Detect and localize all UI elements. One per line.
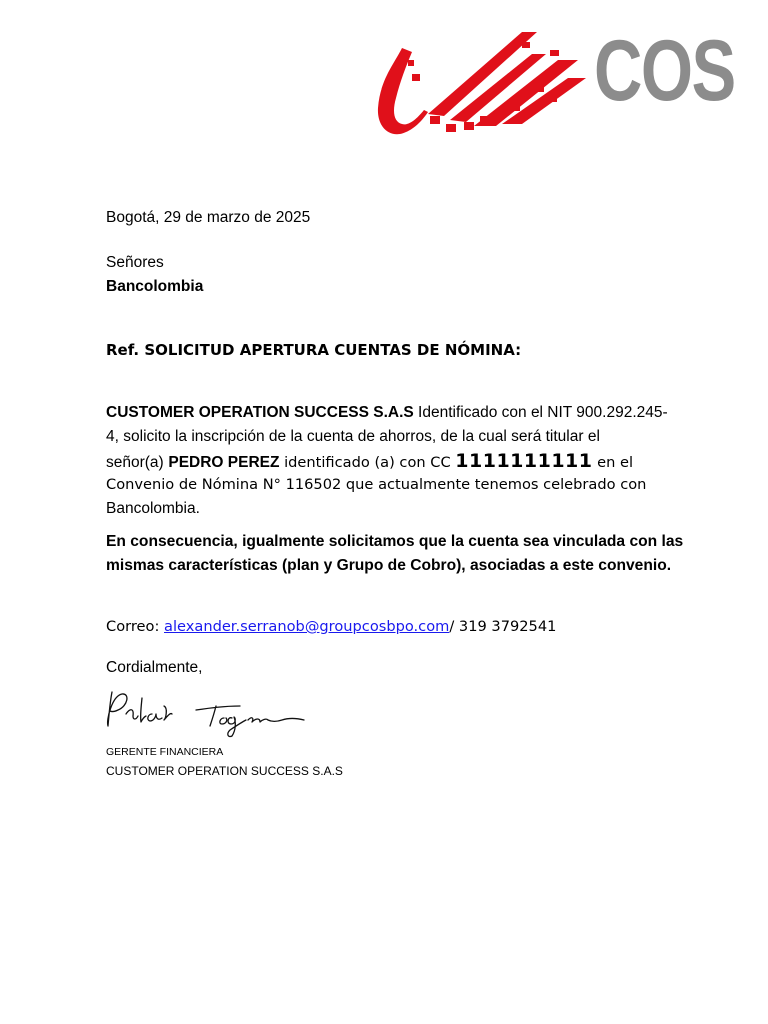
word: será — [511, 428, 542, 445]
word: de — [268, 428, 287, 445]
word: de — [440, 428, 458, 445]
word: cuenta — [306, 428, 354, 445]
contact-phone: / 319 3792541 — [449, 618, 557, 635]
word: cual — [478, 428, 507, 445]
word: ahorros, — [379, 428, 437, 445]
word: el — [620, 454, 634, 471]
word: identificado — [284, 454, 370, 471]
company-logo — [372, 20, 735, 145]
word: CC — [430, 454, 451, 471]
body-line-4 — [106, 473, 663, 497]
place-date: Bogotá, 29 de marzo de 2025 — [106, 209, 311, 226]
consequence-paragraph — [106, 530, 684, 578]
person-name: PEDRO PEREZ — [168, 454, 280, 471]
word: inscripción — [191, 428, 265, 445]
body-paragraph — [106, 401, 668, 521]
body-line-2 — [106, 425, 663, 449]
word: N° — [262, 476, 281, 493]
salutation: Señores — [106, 254, 164, 271]
email-link[interactable]: alexander.serranob@groupcosbpo.com — [164, 618, 450, 635]
nit-text: Identificado con el NIT 900.292.245- — [413, 404, 668, 421]
word: 116502 — [285, 476, 342, 493]
word: la — [174, 428, 188, 445]
contact-label: Correo: — [106, 618, 165, 635]
word: Convenio — [106, 476, 175, 493]
signer-company: CUSTOMER OPERATION SUCCESS S.A.S — [106, 764, 343, 778]
id-number: 1111111111 — [455, 450, 593, 472]
word: que — [345, 476, 374, 493]
word: en — [597, 454, 616, 471]
company-name: CUSTOMER OPERATION SUCCESS S.A.S — [106, 404, 414, 421]
body-line-1 — [106, 401, 668, 425]
word: Nómina — [201, 476, 259, 493]
word: celebrado — [543, 476, 616, 493]
body-line-5: Bancolombia. — [106, 500, 200, 517]
consequence-line-2: mismas características (plan y Grupo de Cobro), asociadas a este convenio. — [106, 557, 672, 574]
logo-text: COS — [594, 23, 735, 119]
word: la — [290, 428, 303, 445]
word: la — [462, 428, 475, 445]
word: actualmente — [378, 476, 471, 493]
consequence-line-1: En consecuencia, igualmente solicitamos que la cuenta sea vinculada con las — [106, 533, 684, 550]
logo-mark-icon — [372, 20, 602, 145]
word: de — [357, 428, 375, 445]
word: (a) — [374, 454, 395, 471]
word: solicito — [123, 428, 171, 445]
word: con — [620, 476, 647, 493]
word: el — [587, 428, 600, 445]
word: de — [178, 476, 198, 493]
word: señor(a) — [106, 454, 164, 471]
reference-line: Ref. SOLICITUD APERTURA CUENTAS DE NÓMINA: — [106, 341, 522, 359]
word: con — [399, 454, 426, 471]
contact-line — [106, 615, 556, 639]
word: 4, — [106, 428, 119, 445]
word: tenemos — [474, 476, 539, 493]
handwritten-signature — [100, 684, 315, 740]
closing: Cordialmente, — [106, 659, 203, 676]
signer-title: GERENTE FINANCIERA — [106, 746, 224, 758]
body-line-3 — [106, 449, 663, 473]
signature-icon — [100, 684, 315, 740]
word: titular — [545, 428, 584, 445]
recipient: Bancolombia — [106, 278, 204, 295]
